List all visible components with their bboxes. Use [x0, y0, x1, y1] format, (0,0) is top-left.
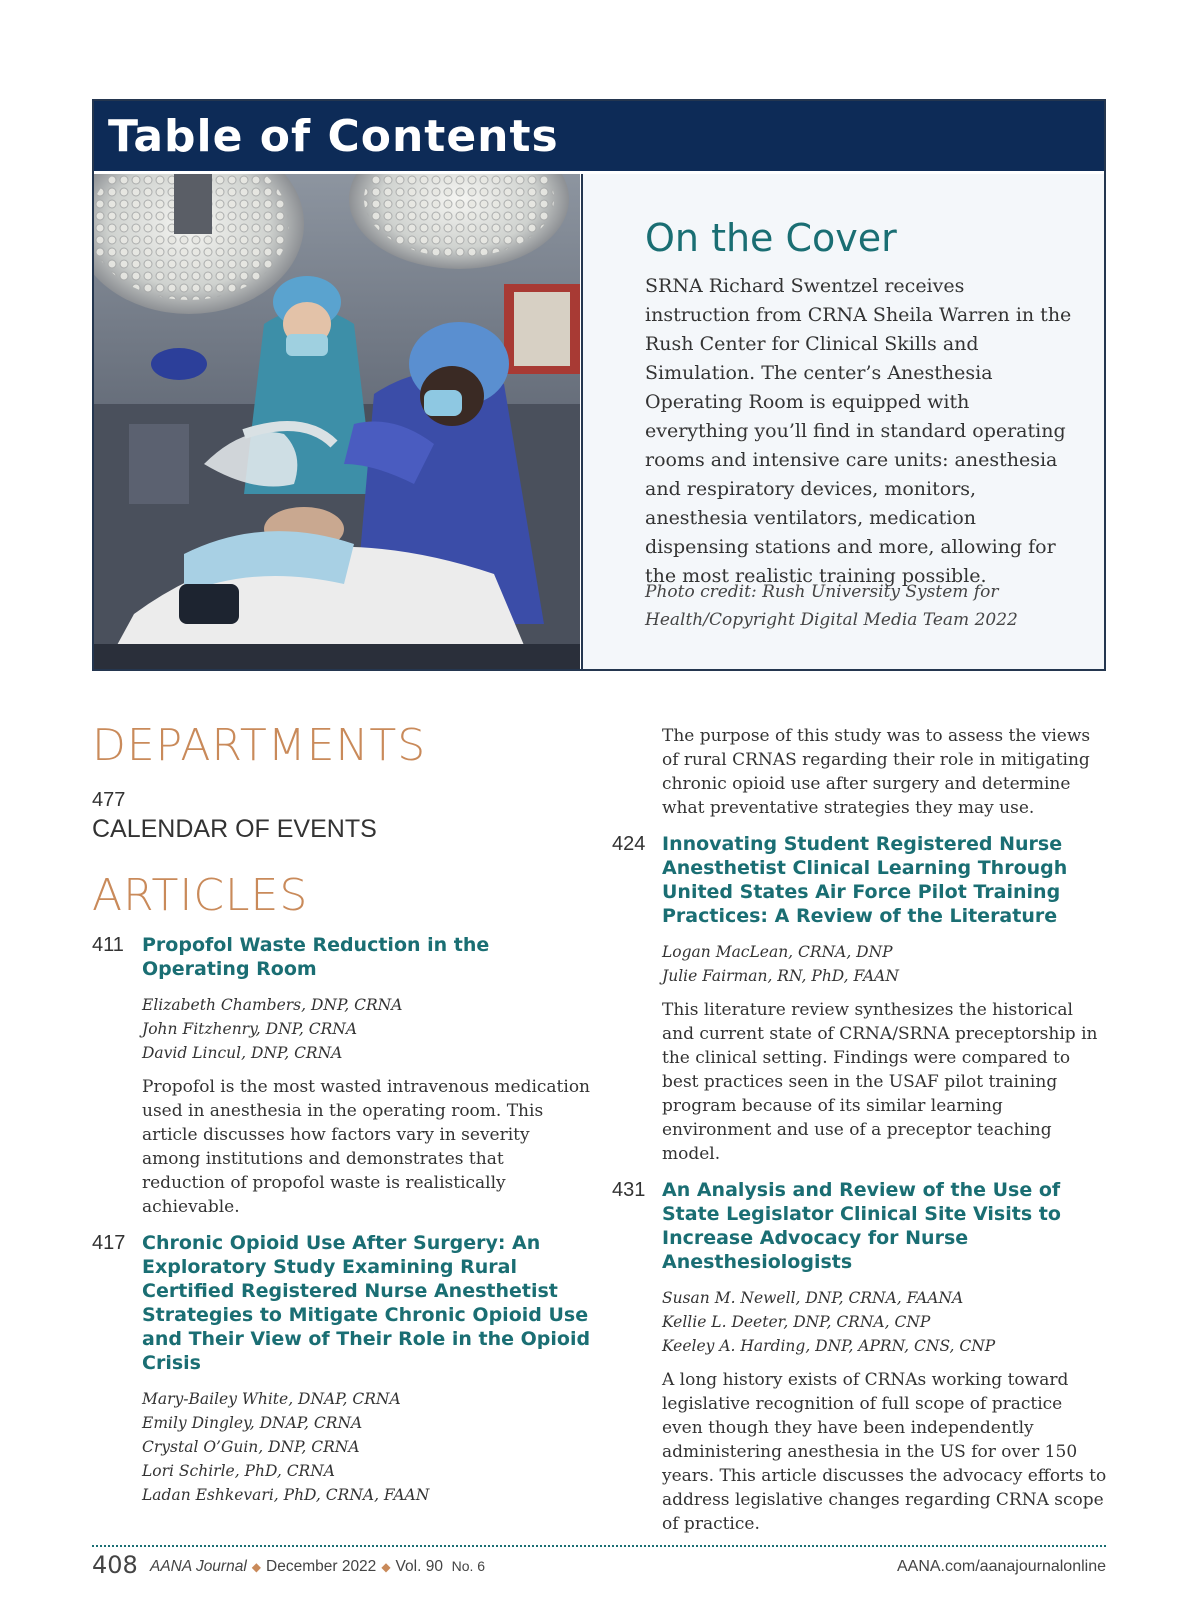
article-authors [662, 1286, 1107, 1358]
department-page-number: 477 [92, 789, 126, 812]
article-417-continued [612, 724, 1107, 820]
article-abstract: This literature review synthesizes the historical and current state of CRNA/SRNA preceptorship in the clinical setting. Findings were compared to best practices seen in the USAF pilot training program because of its similar learning environment and use of a preceptor teaching model. [662, 1000, 1098, 1164]
author: Lori Schirle, PhD, CRNA [142, 1461, 335, 1480]
article-page-number: 417 [92, 1231, 126, 1254]
author: John Fitzhenry, DNP, CRNA [142, 1019, 358, 1038]
diamond-separator-icon: ◆ [381, 1560, 391, 1574]
left-column [92, 722, 592, 1507]
author: Emily Dingley, DNAP, CRNA [142, 1413, 363, 1432]
article-424[interactable] [612, 832, 1107, 1166]
article-page-number: 411 [92, 933, 124, 956]
author: Elizabeth Chambers, DNP, CRNA [142, 995, 403, 1014]
volume: Vol. 90 [395, 1558, 443, 1575]
author: Keeley A. Harding, DNP, APRN, CNS, CNP [662, 1337, 996, 1355]
cover-heading: On the Cover [645, 216, 897, 260]
article-title[interactable]: Propofol Waste Reduction in the Operating Room [142, 933, 490, 980]
article-authors [662, 940, 1107, 988]
article-abstract: Propofol is the most wasted intravenous medication used in anesthesia in the operating room. This article discusses how factors vary in severity among institutions and demonstrates that reduction of propofol waste is realistically achievable. [142, 1076, 591, 1217]
article-abstract: The purpose of this study was to assess the views of rural CRNAS regarding their role in mitigating chronic opioid use after surgery and determine what preventative strategies they may use. [662, 726, 1091, 818]
department-title: CALENDAR OF EVENTS [92, 815, 377, 844]
article-title[interactable]: Chronic Opioid Use After Surgery: An Exploratory Study Examining Rural Certified Registered Nurse Anesthetist Strategies to Mitigate Chronic Opioid Use and Their View of Their Role in the Opioid Crisis [142, 1231, 591, 1374]
page-footer [92, 1551, 1106, 1583]
department-item [92, 788, 592, 844]
toc-header [94, 101, 1104, 173]
departments-heading: DEPARTMENTS [92, 720, 427, 771]
author: David Lincul, DNP, CRNA [142, 1043, 343, 1062]
diamond-separator-icon: ◆ [251, 1560, 262, 1574]
article-authors [142, 1387, 592, 1507]
right-column [612, 724, 1107, 1536]
article-abstract: A long history exists of CRNAs working toward legislative recognition of full scope of practice even though they have been independently administering anesthesia in the US for over 150 years. This article discusses the advocacy efforts to address legislative changes regarding CRNA scope of practice. [662, 1370, 1107, 1534]
article-417[interactable] [92, 1231, 592, 1507]
journal-name: AANA Journal [150, 1558, 247, 1575]
journal-info [150, 1558, 485, 1576]
author: Ladan Eshkevari, PhD, CRNA, FAAN [142, 1485, 430, 1504]
article-title[interactable]: An Analysis and Review of the Use of State Legislator Clinical Site Visits to Increase Advocacy for Nurse Anesthesiologists [662, 1179, 1061, 1273]
cover-panel [581, 174, 1104, 669]
article-page-number: 424 [612, 833, 646, 855]
issue-date: December 2022 [266, 1558, 377, 1575]
article-411[interactable] [92, 933, 592, 1219]
author: Logan MacLean, CRNA, DNP [662, 943, 893, 961]
cover-description: SRNA Richard Swentzel receives instruction from CRNA Sheila Warren in the Rush Center for Clinical Skills and Simulation. The center’s Anesthesia Operating Room is equipped with everything you’ll find in standard operating rooms and intensive care units: anesthesia and respiratory devices, monitors, anesthesia ventilators, medication dispensing stations and more, allowing for the most realistic training possible. [645, 275, 1072, 587]
photo-credit: Photo credit: Rush University System for Health/Copyright Digital Media Team 2022 [645, 582, 1018, 630]
author: Julie Fairman, RN, PhD, FAAN [662, 967, 899, 985]
article-431[interactable] [612, 1178, 1107, 1536]
author: Susan M. Newell, DNP, CRNA, FAANA [662, 1289, 964, 1307]
page-title: Table of Contents [108, 111, 559, 162]
article-page-number: 431 [612, 1179, 646, 1201]
journal-url-link[interactable]: AANA.com/aanajournalonline [896, 1558, 1106, 1575]
footer-divider [92, 1545, 1106, 1547]
articles-heading: ARTICLES [92, 870, 309, 922]
page-number: 408 [92, 1551, 138, 1579]
author: Kellie L. Deeter, DNP, CRNA, CNP [662, 1313, 931, 1331]
author: Crystal O’Guin, DNP, CRNA [142, 1437, 360, 1456]
issue-number: No. 6 [451, 1558, 486, 1574]
article-title[interactable]: Innovating Student Registered Nurse Anesthetist Clinical Learning Through United States Air Force Pilot Training Practices: A Review of the Literature [662, 833, 1068, 927]
article-authors [142, 993, 592, 1065]
author: Mary-Bailey White, DNAP, CRNA [142, 1389, 401, 1408]
toc-box [92, 99, 1106, 671]
cover-photo [94, 174, 580, 669]
